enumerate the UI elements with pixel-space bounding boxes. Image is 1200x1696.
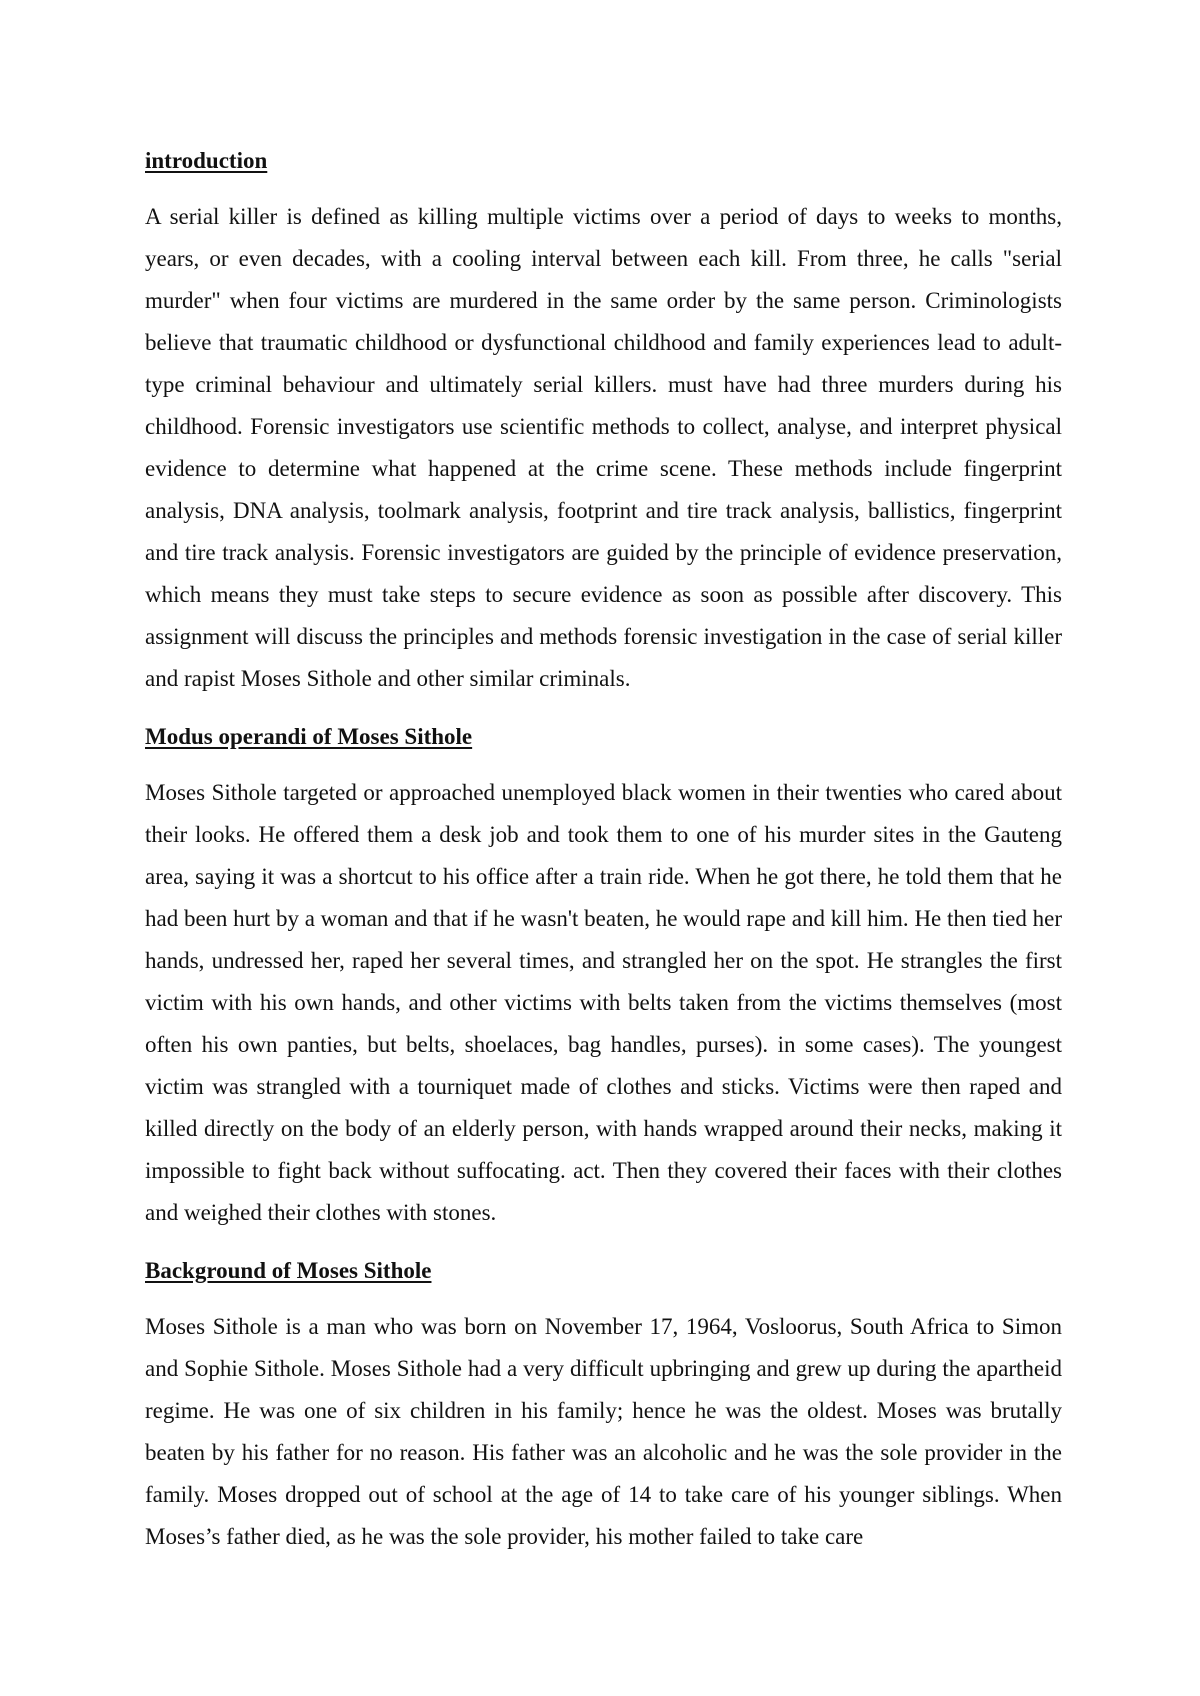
- section-heading-background: Background of Moses Sithole: [145, 1258, 432, 1283]
- section-paragraph-background: Moses Sithole is a man who was born on November 17, 1964, Vosloorus, South Africa to Simon and Sophie Sithole. Moses Sithole had a very difficult upbringing and grew up during the apartheid regime. He was one of six children in his family; hence he was the oldest. Moses was brutally beaten by his father for no reason. His father was an alcoholic and he was the sole provider in the family. Moses dropped out of school at the age of 14 to take care of his younger siblings. When Moses’s father died, as he was the sole provider, his mother failed to take care: [145, 1314, 1062, 1549]
- section-paragraph-modus-operandi: Moses Sithole targeted or approached unemployed black women in their twenties who cared about their looks. He offered them a desk job and took them to one of his murder sites in the Gauteng area, saying it was a shortcut to his office after a train ride. When he got there, he told them that he had been hurt by a woman and that if he wasn't beaten, he would rape and kill him. He then tied her hands, undressed her, raped her several times, and strangled her on the spot. He strangles the first victim with his own hands, and other victims with belts taken from the victims themselves (most often his own panties, but belts, shoelaces, bag handles, purses). in some cases). The youngest victim was strangled with a tourniquet made of clothes and sticks. Victims were then raped and killed directly on the body of an elderly person, with hands wrapped around their necks, making it impossible to fight back without suffocating. act. Then they covered their faces with their clothes and weighed their clothes with stones.: [145, 780, 1062, 1225]
- section-heading-introduction: introduction: [145, 148, 268, 173]
- section-heading-modus-operandi: Modus operandi of Moses Sithole: [145, 724, 473, 749]
- section-paragraph-introduction: A serial killer is defined as killing multiple victims over a period of days to weeks to months, years, or even decades, with a cooling interval between each kill. From three, he calls "serial murder" when four victims are murdered in the same order by the same person. Criminologists believe that traumatic childhood or dysfunctional childhood and family experiences lead to adult-type criminal behaviour and ultimately serial killers. must have had three murders during his childhood. Forensic investigators use scientific methods to collect, analyse, and interpret physical evidence to determine what happened at the crime scene. These methods include fingerprint analysis, DNA analysis, toolmark analysis, footprint and tire track analysis, ballistics, fingerprint and tire track analysis. Forensic investigators are guided by the principle of evidence preservation, which means they must take steps to secure evidence as soon as possible after discovery. This assignment will discuss the principles and methods forensic investigation in the case of serial killer and rapist Moses Sithole and other similar criminals.: [145, 204, 1062, 691]
- document-body: [145, 140, 1062, 1558]
